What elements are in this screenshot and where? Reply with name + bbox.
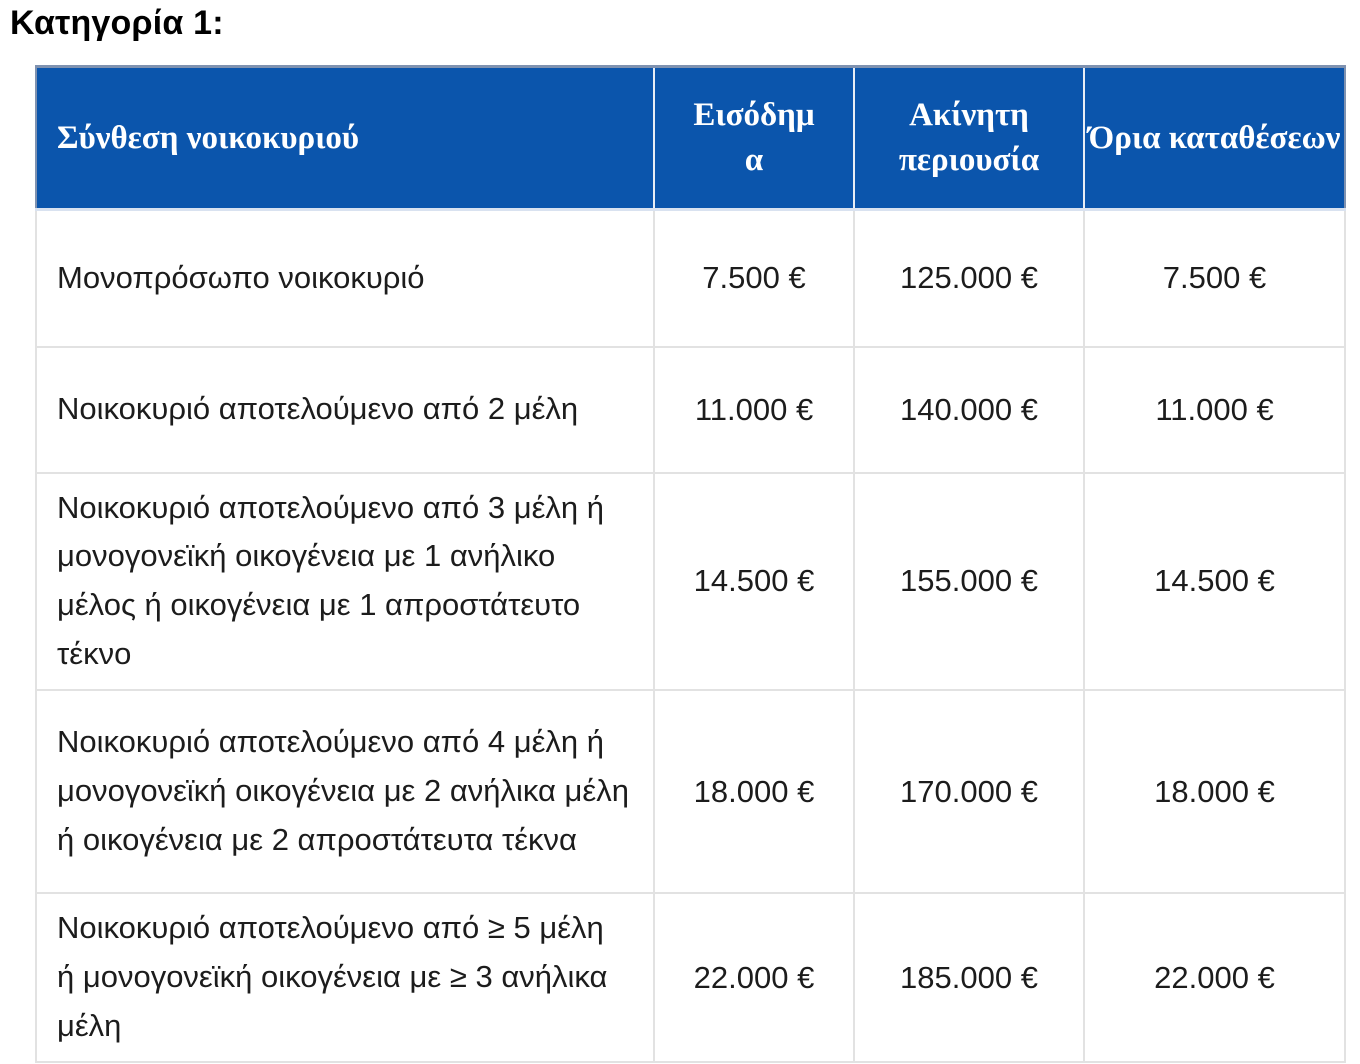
household-label: Νοικοκυριό αποτελούμενο από ≥ 5 μέλη ή μονογονεϊκή οικογένεια με ≥ 3 ανήλικα μέλη	[36, 893, 654, 1062]
page-title: Κατηγορία 1:	[10, 4, 224, 42]
property-value: 125.000 €	[854, 210, 1084, 347]
deposits-value: 7.500 €	[1084, 210, 1345, 347]
table-header-row	[36, 67, 1345, 210]
header-deposit-limits: Όρια καταθέσεων	[1084, 67, 1345, 210]
deposits-value: 11.000 €	[1084, 347, 1345, 473]
header-income-label: Εισόδημα	[693, 97, 815, 178]
table-row	[36, 473, 1345, 691]
income-value: 7.500 €	[654, 210, 854, 347]
eligibility-table	[35, 65, 1346, 1063]
table-row	[36, 347, 1345, 473]
household-label: Νοικοκυριό αποτελούμενο από 3 μέλη ή μονογονεϊκή οικογένεια με 1 ανήλικο μέλος ή οικογένεια με 1 απροστάτευτο τέκνο	[36, 473, 654, 691]
header-real-estate: Ακίνητη περιουσία	[854, 67, 1084, 210]
table-row	[36, 893, 1345, 1062]
table-row	[36, 690, 1345, 893]
property-value: 155.000 €	[854, 473, 1084, 691]
household-label: Μονοπρόσωπο νοικοκυριό	[36, 210, 654, 347]
header-income	[654, 67, 854, 210]
income-value: 14.500 €	[654, 473, 854, 691]
property-value: 140.000 €	[854, 347, 1084, 473]
header-household-composition: Σύνθεση νοικοκυριού	[36, 67, 654, 210]
household-label: Νοικοκυριό αποτελούμενο από 4 μέλη ή μονογονεϊκή οικογένεια με 2 ανήλικα μέλη ή οικογένεια με 2 απροστάτευτα τέκνα	[36, 690, 654, 893]
property-value: 185.000 €	[854, 893, 1084, 1062]
property-value: 170.000 €	[854, 690, 1084, 893]
income-value: 22.000 €	[654, 893, 854, 1062]
deposits-value: 22.000 €	[1084, 893, 1345, 1062]
income-value: 11.000 €	[654, 347, 854, 473]
table-row	[36, 210, 1345, 347]
deposits-value: 18.000 €	[1084, 690, 1345, 893]
deposits-value: 14.500 €	[1084, 473, 1345, 691]
household-label: Νοικοκυριό αποτελούμενο από 2 μέλη	[36, 347, 654, 473]
income-value: 18.000 €	[654, 690, 854, 893]
